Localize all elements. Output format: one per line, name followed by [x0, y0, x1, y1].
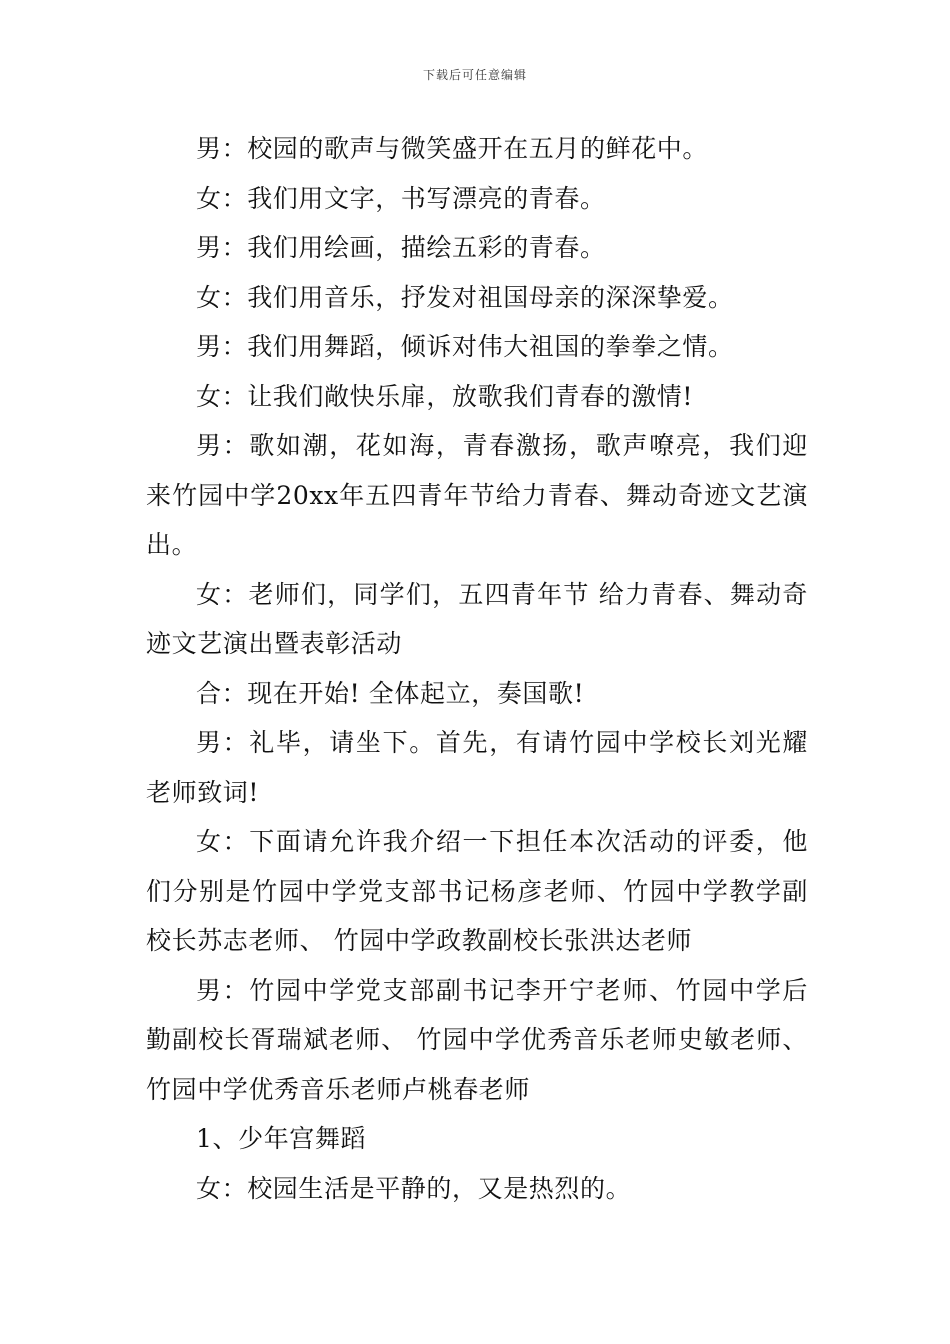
paragraph: 女：让我们敞快乐扉，放歌我们青春的激情!: [196, 381, 694, 411]
paragraph: 男：我们用舞蹈，倾诉对伟大祖国的拳拳之情。: [196, 332, 734, 361]
paragraph: 男：礼毕，请坐下。首先，有请竹园中学校长刘光耀老师致词!: [146, 728, 808, 807]
paragraph: 女：下面请允许我介绍一下担任本次活动的评委，他们分别是竹园中学党支部书记杨彦老师、竹园中学教学副校长苏志老师、 竹园中学政教副校长张洪达老师: [146, 827, 808, 955]
paragraph: 女：校园生活是平静的，又是热烈的。: [196, 1173, 632, 1203]
paragraph: 男：校园的歌声与微笑盛开在五月的鲜花中。: [196, 134, 709, 163]
header-note: 下载后可任意编辑: [422, 68, 527, 82]
paragraph: 女：我们用文字，书写漂亮的青春。: [196, 183, 606, 213]
paragraph: 合：现在开始! 全体起立，奏国歌!: [196, 678, 585, 708]
document-body: [146, 124, 808, 1213]
paragraph: 男：竹园中学党支部副书记李开宁老师、竹园中学后勤副校长胥瑞斌老师、 竹园中学优秀音乐老师史敏老师、竹园中学优秀音乐老师卢桃春老师: [146, 975, 808, 1104]
section-heading: 1、少年宫舞蹈: [196, 1124, 367, 1153]
paragraph: 男：我们用绘画，描绘五彩的青春。: [196, 233, 606, 262]
paragraph: 女：我们用音乐，抒发对祖国母亲的深深挚爱。: [196, 282, 734, 312]
paragraph: 女：老师们，同学们，五四青年节 给力青春、舞动奇迹文艺演出暨表彰活动: [146, 579, 808, 658]
paragraph: 男：歌如潮，花如海，青春激扬，歌声嘹亮，我们迎来竹园中学20xx年五四青年节给力青春、舞动奇迹文艺演出。: [146, 431, 808, 559]
